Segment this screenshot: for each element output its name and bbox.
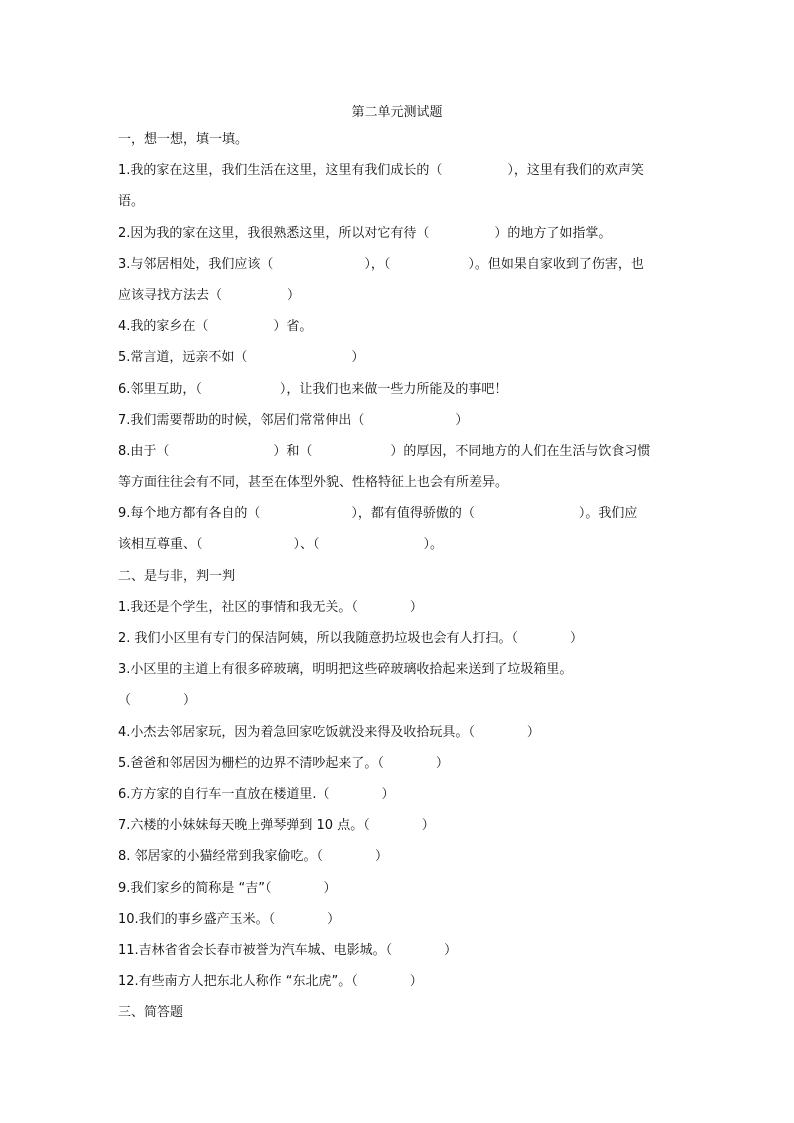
question-line: 3.与邻居相处，我们应该（ ），（ ）。但如果自家收到了伤害，也: [118, 256, 644, 272]
question-line: 10.我们的事乡盛产玉米。（ ）: [118, 911, 341, 927]
question-line: 4.我的家乡在（ ）省。: [118, 319, 313, 335]
question-line: 7.我们需要帮助的时候，邻居们常常伸出（ ）: [118, 412, 469, 428]
question-line: 6.邻里互助，（ ），让我们也来做一些力所能及的事吧！: [118, 381, 508, 397]
question-line: （ ）: [118, 693, 197, 709]
question-line: 该相互尊重、（ ）、（ ）。: [118, 537, 444, 553]
question-line: 语。: [118, 194, 145, 210]
question-line: 12.有些南方人把东北人称作 “东北虎”。（ ）: [118, 974, 423, 990]
question-line: 1.我还是个学生，社区的事情和我无关。（ ）: [118, 599, 423, 615]
question-line: 6.方方家的自行车一直放在楼道里.（ ）: [118, 786, 395, 802]
question-list: [118, 130, 678, 1034]
question-line: 9.每个地方都有各自的（ ），都有值得骄傲的（ ）。我们应: [118, 506, 638, 522]
question-line: 2. 我们小区里有专门的保洁阿姨，所以我随意扔垃圾也会有人打扫。（ ）: [118, 631, 584, 646]
question-line: 7.六楼的小妹妹每天晚上弹琴弹到 10 点。（ ）: [118, 818, 435, 834]
question-line: 4.小杰去邻居家玩，因为着急回家吃饭就没来得及收拾玩具。（ ）: [118, 724, 540, 740]
question-line: 5.爸爸和邻居因为栅栏的边界不清吵起来了。（ ）: [118, 755, 449, 771]
question-line: 应该寻找方法去（ ）: [118, 287, 301, 303]
question-line: 11.吉林省省会长春市被誉为汽车城、电影城。（ ）: [118, 942, 458, 958]
section-heading-fill-in: 一，想一想，填一填。: [118, 132, 249, 147]
page-title: 第二单元测试题: [351, 105, 443, 120]
question-line: 2.因为我的家在这里，我很熟悉这里，所以对它有待（ ）的地方了如指掌。: [118, 225, 612, 241]
question-line: 3.小区里的主道上有很多碎玻璃，明明把这些碎玻璃收拾起来送到了垃圾箱里。: [118, 662, 573, 678]
question-line: 5.常言道，远亲不如（ ）: [118, 350, 365, 366]
question-line: 等方面往往会有不同，甚至在体型外貌、性格特征上也会有所差异。: [118, 475, 509, 491]
section-heading-short-answer: 三、简答题: [118, 1005, 184, 1021]
question-line: 8. 邻居家的小猫经常到我家偷吃。（ ）: [118, 849, 389, 865]
section-heading-true-false: 二、是与非，判一判: [118, 568, 236, 584]
question-line: 9.我们家乡的简称是 “吉”（ ）: [118, 880, 337, 896]
question-line: 8.由于（ ）和（ ）的厚因，不同地方的人们在生活与饮食习惯: [118, 443, 651, 459]
question-line: 1.我的家在这里，我们生活在这里，这里有我们成长的（ ），这里有我们的欢声笑: [118, 163, 644, 179]
